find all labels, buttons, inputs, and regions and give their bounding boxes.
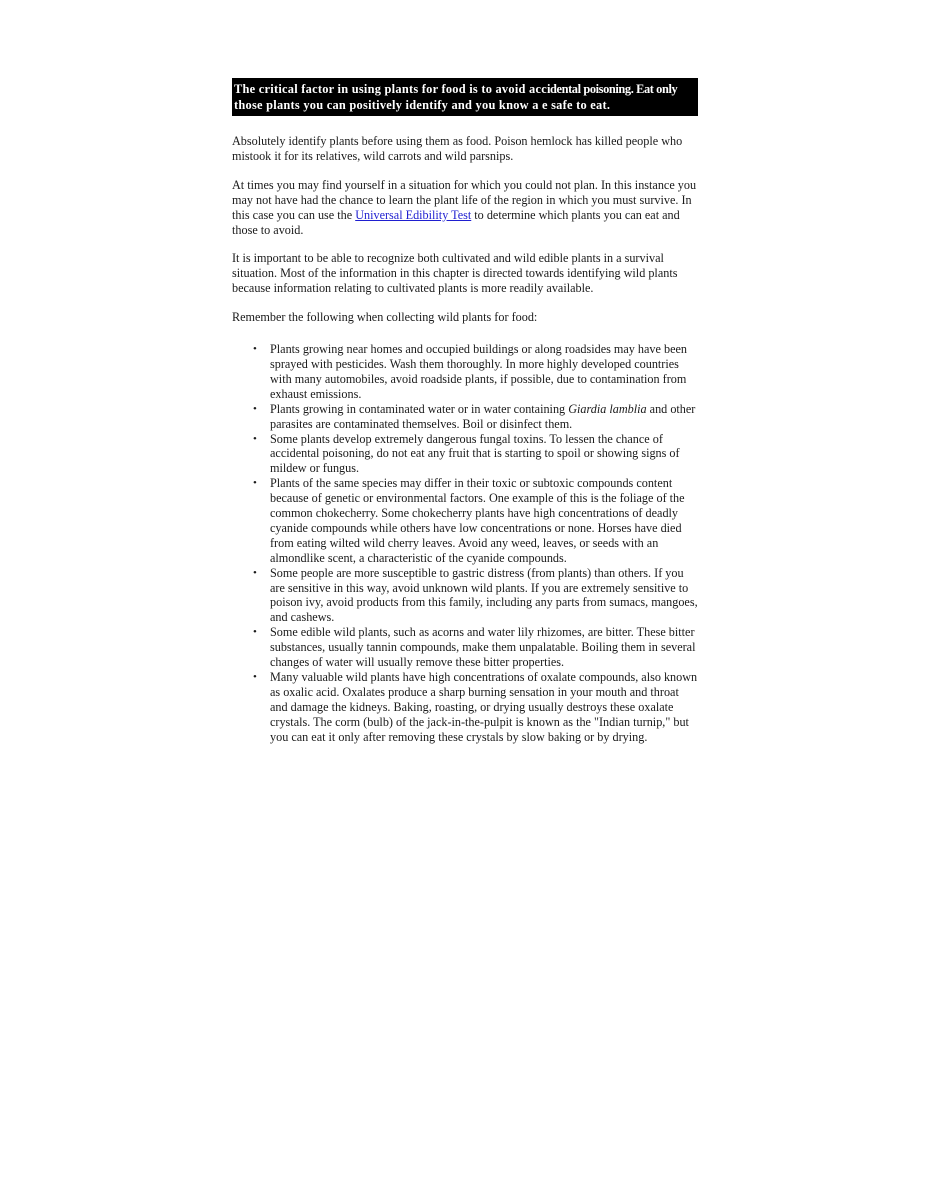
bullet-icon: •	[253, 626, 257, 639]
page-content	[232, 78, 698, 745]
list-item	[253, 565, 698, 626]
list-item	[253, 625, 698, 670]
warning-line1-part1: The critical factor in using plants for food is to avoid acc	[234, 82, 547, 96]
list-item-text: Some people are more susceptible to gastric distress (from plants) than others. If you are sensitive in this way, avoid unknown wild plants. If you are extremely sensitive to poison ivy, avoid products from this family, including any parts from sumacs, mangoes, and cashews.	[270, 565, 698, 625]
paragraph-edibility	[232, 178, 698, 238]
list-item	[253, 401, 698, 432]
paragraph-recognize: It is important to be able to recognize both cultivated and wild edible plants in a survival situation. Most of the information in this chapter is directed towards identifying wild plants because information relating to cultivated plants is more readily available.	[232, 251, 678, 296]
list-item	[253, 476, 698, 565]
bullet-icon: •	[253, 402, 257, 415]
warning-banner	[232, 78, 698, 116]
paragraph-hemlock: Absolutely identify plants before using them as food. Poison hemlock has killed people who mistook it for its relatives, wild carrots and wild parsnips.	[232, 134, 683, 163]
universal-edibility-test-link[interactable]: Universal Edibility Test	[355, 207, 472, 222]
list-item-text: Plants growing near homes and occupied buildings or along roadsides may have been sprayed with pesticides. Wash them thoroughly. In more highly developed countries with many automobiles, avoid roadside plants, if possible, due to contamination from exhaust emissions.	[270, 342, 687, 401]
list-item	[253, 670, 698, 745]
list-item	[253, 342, 698, 402]
list-item	[253, 431, 698, 477]
bullet-icon: •	[253, 671, 257, 683]
list-item-text-before: Plants growing in contaminated water or in water containing	[270, 401, 569, 416]
paragraph-edibility-text-before: At times you may find yourself in a situation for which you could not plan. In this instance you may not have had the chance to learn the plant life of the region in which you must survive. In this case you can use the	[232, 177, 697, 222]
list-item-text: Some edible wild plants, such as acorns and water lily rhizomes, are bitter. These bitter substances, usually tannin compounds, make them unpalatable. Boiling them in several changes of water will usually remove these bitter properties.	[270, 625, 696, 670]
list-item-text: Some plants develop extremely dangerous fungal toxins. To lessen the chance of accidental poisoning, do not eat any fruit that is starting to spoil or showing signs of mildew or fungus.	[270, 431, 680, 476]
bullet-icon: •	[253, 566, 257, 579]
list-item-text: Plants of the same species may differ in their toxic or subtoxic compounds content because of genetic or environmental factors. One example of this is the foliage of the common chokecherry. Some chokecherry plants have high concentrations of deadly cyanide compounds while others have low concentrations or none. Horses have died from eating wilted wild cherry leaves. Avoid any weed, leaves, or seeds with an almondlike scent, a characteristic of the cyanide compounds.	[270, 476, 685, 565]
warning-line1-part2: idental poisoning. Eat only	[546, 82, 678, 96]
warning-line2: those plants you can positively identify and you know a e safe to eat.	[234, 98, 611, 112]
list-item-text: Many valuable wild plants have high concentrations of oxalate compounds, also known as oxalic acid. Oxalates produce a sharp burning sensation in your mouth and throat and damage the kidneys. Baking, roasting, or drying usually destroys these oxalate crystals. The corm (bulb) of the jack-in-the-pulpit is known as the "Indian turnip," but you can eat it only after removing these crystals by slow baking or by drying.	[270, 670, 698, 744]
precautions-list	[232, 342, 698, 744]
list-item-text-after: and other parasites are contaminated themselves. Boil or disinfect them.	[270, 401, 696, 431]
bullet-icon: •	[253, 343, 257, 356]
paragraph-remember: Remember the following when collecting wild plants for food:	[232, 310, 538, 325]
bullet-icon: •	[253, 432, 257, 445]
bullet-icon: •	[253, 477, 257, 490]
paragraph-edibility-text-after: to determine which plants you can eat and those to avoid.	[232, 207, 680, 237]
list-item-italic-species: Giardia lamblia	[568, 401, 647, 416]
